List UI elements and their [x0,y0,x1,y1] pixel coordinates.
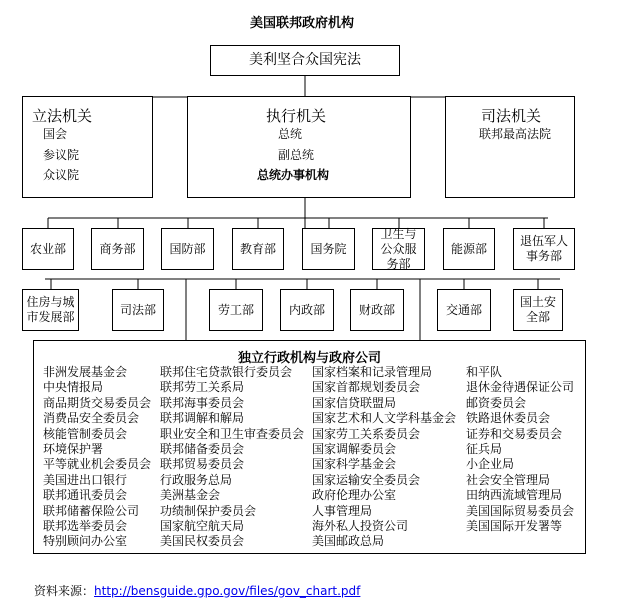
agency-item: 邮资委员会 [466,395,527,410]
agency-item: 美国民权委员会 [160,534,245,549]
agency-item: 消费品安全委员会 [43,411,140,426]
judicial-item: 联邦最高法院 [479,127,552,141]
agency-item: 退休金待遇保证公司 [466,380,575,395]
source-line [34,582,360,599]
department-box [372,228,425,270]
department-label: 内政部 [288,302,325,317]
agency-item: 美国国际开发署等 [466,519,563,534]
independent-agencies-title: 独立行政机构与政府公司 [237,351,381,366]
department-box [22,289,79,331]
department-label: 商务部 [99,241,136,256]
agency-item: 联邦调解和解局 [160,411,245,426]
agency-item: 联邦劳工关系局 [160,380,245,395]
department-label: 国防部 [169,241,206,256]
agency-item: 非洲发展基金会 [43,365,128,379]
department-box [91,228,144,270]
agency-column [312,365,456,550]
agency-item: 国家劳工关系委员会 [312,426,421,441]
agency-column [160,365,304,550]
agency-item: 国家信贷联盟局 [312,395,397,410]
department-label: 农业部 [29,241,66,256]
legislative-branch-box [22,96,153,198]
department-box [112,289,164,331]
judicial-branch-box [445,96,575,198]
source-label: 资料来源： [34,584,95,598]
agency-item: 国家运输安全委员会 [312,472,421,487]
agency-item: 征兵局 [466,442,503,457]
agency-item: 联邦住宅贷款银行委员会 [160,365,293,379]
department-label: 卫生与公众服务部 [380,226,417,271]
agency-item: 联邦选举委员会 [43,519,128,534]
agency-item: 商品期货交易委员会 [43,395,152,410]
department-label: 劳工部 [217,302,254,317]
judicial-heading: 司法机关 [481,107,542,125]
agency-item: 铁路退休委员会 [466,411,551,426]
department-label: 教育部 [239,241,276,256]
agency-item: 社会安全管理局 [466,472,551,487]
department-box [161,228,214,270]
agency-item: 行政服务总局 [160,472,233,487]
constitution-label: 美利坚合众国宪法 [249,52,361,68]
agency-item: 和平队 [466,365,503,379]
department-box [232,228,284,270]
department-box [22,228,74,270]
executive-branch-box [187,96,411,198]
agency-item: 国家科学基金会 [312,457,397,472]
department-label: 住房与城市发展部 [26,295,75,324]
agency-item: 联邦贸易委员会 [160,457,245,472]
source-link[interactable]: http://bensguide.gpo.gov/files/gov_chart.pdf [94,584,361,598]
independent-agencies-box [33,340,586,554]
department-box [302,228,355,270]
department-box [437,289,491,331]
agency-item: 田纳西流域管理局 [466,488,563,503]
agency-item: 平等就业机会委员会 [43,457,152,472]
department-box [280,289,334,331]
agency-item: 环境保护署 [43,442,104,457]
agency-item: 国家档案和记录管理局 [312,365,433,379]
legislative-item: 众议院 [43,168,80,182]
agency-item: 联邦海事委员会 [160,395,245,410]
executive-heading: 执行机关 [266,107,327,125]
department-box [443,228,495,270]
chart-title: 美国联邦政府机构 [249,16,354,31]
agency-item: 国家调解委员会 [312,442,397,457]
agency-item: 海外私人投资公司 [312,519,409,534]
department-label: 能源部 [450,241,487,256]
department-label: 国土安全部 [519,295,556,324]
agency-item: 美洲基金会 [160,488,221,503]
agency-item: 美国国际贸易委员会 [466,503,575,518]
agency-item: 国家首都规划委员会 [312,380,421,395]
legislative-item: 参议院 [43,148,80,162]
agency-item: 人事管理局 [312,503,373,518]
agency-item: 联邦储备委员会 [160,442,245,457]
legislative-item: 国会 [43,127,68,141]
department-label: 司法部 [119,302,156,317]
constitution-box [210,45,400,76]
department-box [513,289,563,331]
agency-item: 政府伦理办公室 [312,488,397,503]
agency-column [43,365,151,550]
agency-item: 核能管制委员会 [43,426,128,441]
agency-item: 功绩制保护委员会 [160,503,257,518]
executive-item: 总统 [278,127,303,141]
agency-item: 特别顾问办公室 [43,534,128,549]
agency-item: 职业安全和卫生审查委员会 [160,426,305,441]
agency-column [466,365,574,534]
department-label: 国务院 [310,241,347,256]
agency-item: 小企业局 [466,457,515,472]
department-box [513,228,575,270]
department-label: 退伍军人事务部 [519,234,568,263]
agency-item: 美国邮政总局 [312,534,385,549]
agency-item: 国家航空航天局 [160,519,245,534]
department-box [209,289,263,331]
agency-item: 国家艺术和人文学科基金会 [312,411,457,426]
agency-item: 美国进出口银行 [43,472,128,487]
agency-item: 中央情报局 [43,380,104,395]
agency-item: 联邦储蓄保险公司 [43,503,140,518]
executive-item: 副总统 [278,148,315,162]
legislative-heading: 立法机关 [32,107,93,125]
executive-office-item: 总统办事机构 [257,168,330,182]
department-label: 财政部 [358,302,395,317]
department-box [350,289,404,331]
department-label: 交通部 [445,302,482,317]
agency-item: 联邦通讯委员会 [43,488,128,503]
agency-item: 证券和交易委员会 [466,426,563,441]
